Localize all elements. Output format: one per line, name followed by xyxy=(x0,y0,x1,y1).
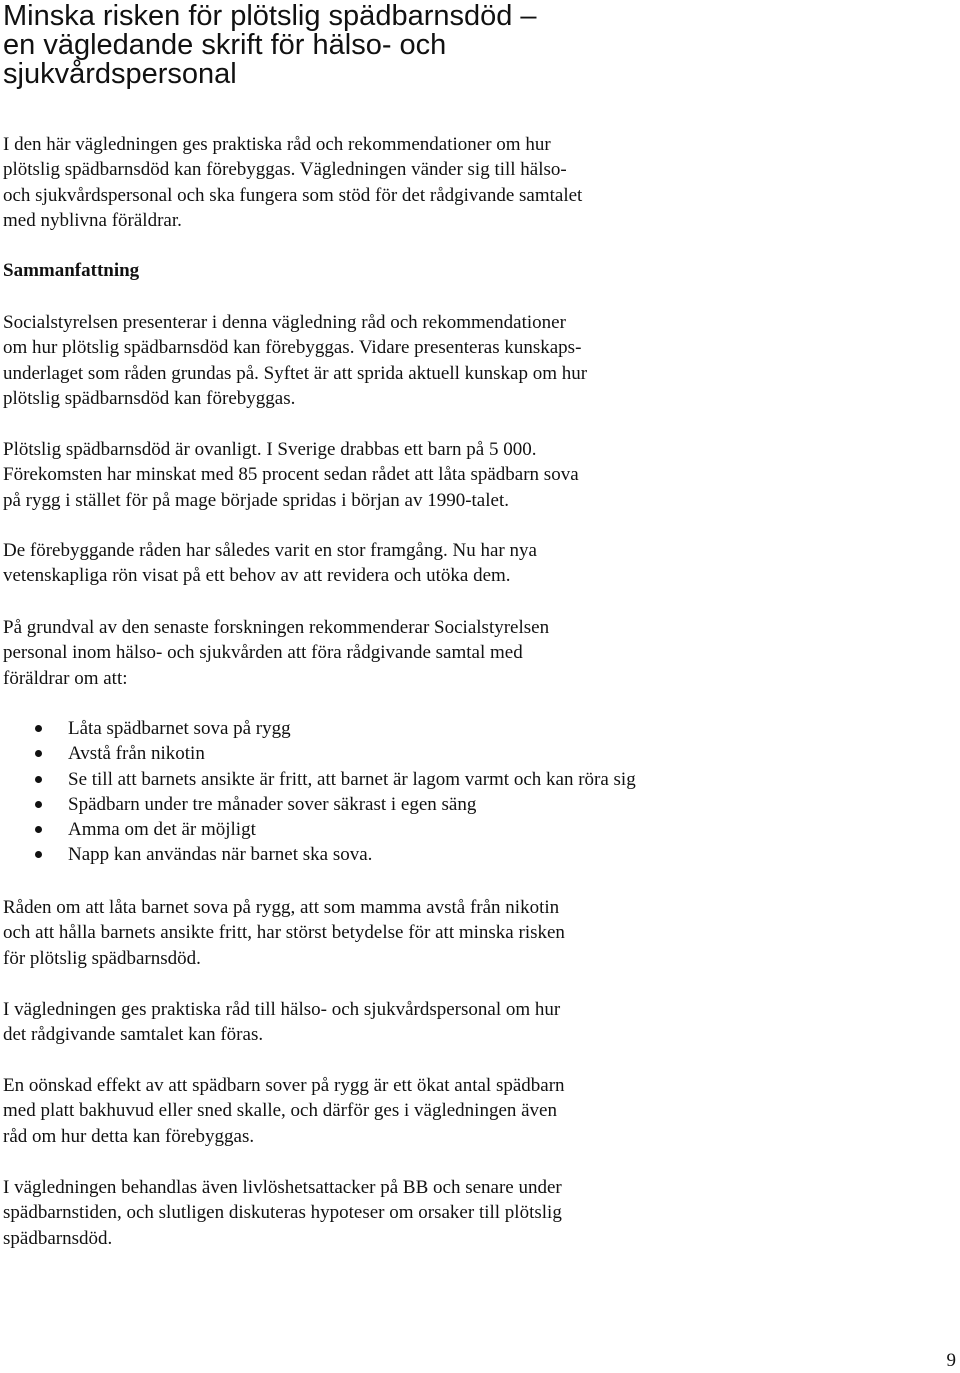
text-line: föräldrar om att: xyxy=(3,667,128,689)
text-line: om hur plötslig spädbarnsdöd kan förebyggas. Vidare presenteras kunskaps- xyxy=(3,337,582,359)
text-line: I den här vägledningen ges praktiska råd och rekommendationer om hur xyxy=(3,134,551,155)
text-line: med platt bakhuvud eller sned skalle, och därför ges i vägledningen även xyxy=(3,1100,557,1122)
text-line: Förekomsten har minskat med 85 procent sedan rådet att låta spädbarn sova xyxy=(3,464,579,486)
text-line: med nyblivna föräldrar. xyxy=(3,209,182,231)
title-line: sjukvårdspersonal xyxy=(3,58,237,90)
text-line: råd om hur detta kan förebyggas. xyxy=(3,1125,255,1147)
closing-paragraph-2 xyxy=(3,997,560,1048)
list-item xyxy=(0,767,636,792)
page-number: 9 xyxy=(946,1350,956,1371)
list-item-text: Se till att barnets ansikte är fritt, att barnet är lagom varmt och kan röra sig xyxy=(68,768,636,790)
bullet-icon xyxy=(35,801,42,808)
summary-paragraph-1 xyxy=(3,310,587,411)
text-line: plötslig spädbarnsdöd kan förebyggas. xyxy=(3,387,296,409)
bullet-icon xyxy=(35,725,42,732)
list-item xyxy=(0,741,636,766)
list-item xyxy=(0,817,636,842)
text-line: på rygg i stället för på mage började spridas i början av 1990-talet. xyxy=(3,489,509,511)
text-line: för plötslig spädbarnsdöd. xyxy=(3,947,201,969)
recommendations-list xyxy=(0,716,636,868)
text-line: En oönskad effekt av att spädbarn sover på rygg är ett ökat antal spädbarn xyxy=(3,1075,565,1096)
summary-heading: Sammanfattning xyxy=(3,260,140,281)
text-line: Socialstyrelsen presenterar i denna vägledning råd och rekommendationer xyxy=(3,312,566,333)
text-line: På grundval av den senaste forskningen rekommenderar Socialstyrelsen xyxy=(3,617,550,638)
text-line: Plötslig spädbarnsdöd är ovanligt. I Sverige drabbas ett barn på 5 000. xyxy=(3,439,537,460)
document-title xyxy=(3,2,723,89)
list-item-text: Låta spädbarnet sova på rygg xyxy=(68,718,291,739)
closing-paragraph-1 xyxy=(3,895,565,971)
list-item-text: Amma om det är möjligt xyxy=(68,819,256,841)
text-line: spädbarnstiden, och slutligen diskuteras hypoteser om orsaker till plötslig xyxy=(3,1202,562,1224)
list-item-text: Spädbarn under tre månader sover säkrast i egen säng xyxy=(68,793,477,815)
text-line: vetenskapliga rön visat på ett behov av att revidera och utöka dem. xyxy=(3,565,511,587)
bullet-icon xyxy=(35,776,42,783)
summary-paragraph-2 xyxy=(3,437,579,513)
bullet-icon xyxy=(35,750,42,757)
text-line: Råden om att låta barnet sova på rygg, att som mamma avstå från nikotin xyxy=(3,897,560,918)
text-line: det rådgivande samtalet kan föras. xyxy=(3,1024,264,1046)
text-line: plötslig spädbarnsdöd kan förebyggas. Vägledningen vänder sig till hälso- xyxy=(3,159,567,181)
text-line: De förebyggande råden har således varit en stor framgång. Nu har nya xyxy=(3,540,537,561)
summary-paragraph-3 xyxy=(3,538,537,589)
closing-paragraph-4 xyxy=(3,1175,562,1251)
title-line: en vägledande skrift för hälso- och xyxy=(3,29,447,61)
summary-paragraph-4 xyxy=(3,615,549,691)
text-line: och att hålla barnets ansikte fritt, har störst betydelse för att minska risken xyxy=(3,922,565,944)
closing-paragraph-3 xyxy=(3,1073,565,1149)
intro-paragraph xyxy=(3,132,582,233)
list-item-text: Avstå från nikotin xyxy=(68,743,205,765)
bullet-icon xyxy=(35,851,42,858)
text-line: personal inom hälso- och sjukvården att föra rådgivande samtal med xyxy=(3,642,523,664)
text-line: och sjukvårdspersonal och ska fungera som stöd för det rådgivande samtalet xyxy=(3,184,583,206)
text-line: I vägledningen behandlas även livlöshetsattacker på BB och senare under xyxy=(3,1177,562,1198)
list-item xyxy=(0,716,636,741)
bullet-icon xyxy=(35,826,42,833)
text-line: I vägledningen ges praktiska råd till hälso- och sjukvårdspersonal om hur xyxy=(3,999,561,1020)
list-item-text: Napp kan användas när barnet ska sova. xyxy=(68,844,373,866)
text-line: spädbarnsdöd. xyxy=(3,1227,113,1249)
text-line: underlaget som råden grundas på. Syftet är att sprida aktuell kunskap om hur xyxy=(3,362,588,384)
list-item xyxy=(0,792,636,817)
title-line: Minska risken för plötslig spädbarnsdöd – xyxy=(3,0,537,32)
list-item xyxy=(0,842,636,867)
